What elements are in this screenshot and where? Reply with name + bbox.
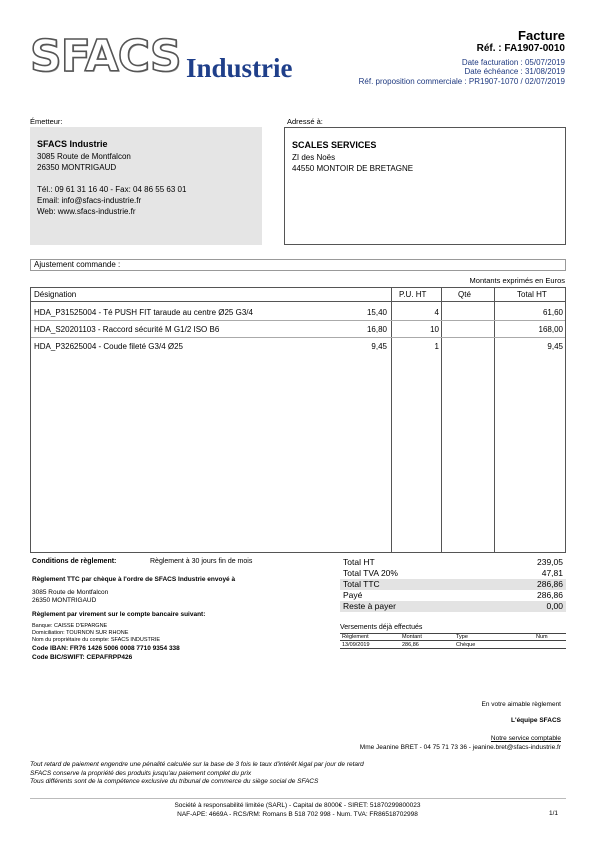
logo-sub-text: Industrie xyxy=(186,53,293,83)
accounting-contact: Mme Jeanine BRET - 04 75 71 73 36 - jeanine.bret@sfacs-industrie.fr xyxy=(359,744,561,751)
footer-line1: Société à responsabilité limitée (SARL) - Capital de 8000€ - SIRET: 51870299800023 xyxy=(174,802,421,809)
total-label: Payé xyxy=(343,590,363,600)
recipient-block xyxy=(284,127,566,245)
row-quantity: 4 xyxy=(434,308,439,317)
logo-main-text: SFACS xyxy=(30,31,181,82)
payments-table xyxy=(340,624,566,649)
row-unit-price: 16,80 xyxy=(366,325,387,334)
payment-row xyxy=(340,641,566,649)
row-quantity: 10 xyxy=(430,325,439,334)
account-owner: Nom du propriétaire du compte: SFACS INDUSTRIE xyxy=(32,637,161,643)
total-value: 286,86 xyxy=(537,579,563,589)
remaining-row xyxy=(340,601,566,612)
row-designation: HDA_P31525004 - Té PUSH FIT taraude au centre Ø25 G3/4 xyxy=(34,308,253,317)
accounting-service: Notre service comptable xyxy=(490,735,561,742)
row-designation: HDA_S20201103 - Raccord sécurité M G1/2 ISO B6 xyxy=(34,325,220,334)
transfer-instructions: Règlement par virement sur le compte bancaire suivant: xyxy=(32,611,206,618)
total-label: Total HT xyxy=(343,557,375,567)
table-header xyxy=(31,288,565,302)
proposal-reference: Réf. proposition commerciale : PR1907-1070 / 02/07/2019 xyxy=(358,77,565,86)
table-row xyxy=(31,304,565,321)
footer-line2: NAF-APE: 4669A - RCS/RM: Romans B 518 702 998 - Num. TVA: FR86518702998 xyxy=(177,811,418,818)
page-number: 1/1 xyxy=(548,810,558,817)
iban-code: Code IBAN: FR76 1426 5006 0008 7710 9354 338 xyxy=(32,645,180,652)
total-vat-row xyxy=(340,568,566,579)
emitter-web: Web: www.sfacs-industrie.fr xyxy=(37,207,136,216)
emitter-email: Email: info@sfacs-industrie.fr xyxy=(37,196,142,205)
payments-header xyxy=(340,633,566,641)
row-total: 61,60 xyxy=(542,308,563,317)
legal-note: Tous différents sont de la compétence exclusive du tribunal de commerce du siège social de SFACS xyxy=(30,778,319,785)
emitter-address1: 3085 Route de Montfalcon xyxy=(37,152,131,161)
row-unit-price: 15,40 xyxy=(366,308,387,317)
total-value: 0,00 xyxy=(546,601,563,611)
row-designation: HDA_P32625004 - Coude fileté G3/4 Ø25 xyxy=(34,342,183,351)
totals-block xyxy=(340,557,566,612)
currency-note: Montants exprimés en Euros xyxy=(469,276,565,285)
legal-note: SFACS conserve la propriété des produits jusqu'au paiement complet du prix xyxy=(30,769,252,777)
team-signature: L'équipe SFACS xyxy=(511,717,561,724)
payment-type: Chèque xyxy=(456,642,476,648)
emitter-phone: Tél.: 09 61 31 16 40 - Fax: 04 86 55 63 01 xyxy=(37,185,187,194)
total-value: 286,86 xyxy=(537,590,563,600)
total-value: 239,05 xyxy=(537,557,563,567)
total-label: Total TVA 20% xyxy=(343,568,398,578)
invoice-date: Date facturation : 05/07/2019 xyxy=(461,58,565,67)
col-designation: Désignation xyxy=(34,290,77,299)
bic-code: Code BIC/SWIFT: CEPAFRPP426 xyxy=(32,654,133,661)
table-row xyxy=(31,338,565,355)
recipient-address2: 44550 MONTOIR DE BRETAGNE xyxy=(292,164,414,173)
row-unit-price: 9,45 xyxy=(371,342,387,351)
recipient-label: Adressé à: xyxy=(287,117,323,126)
payment-terms-value: Règlement à 30 jours fin de mois xyxy=(150,558,253,565)
col-unit-price: P.U. HT xyxy=(399,290,427,299)
payment-date: 13/09/2019 xyxy=(342,642,370,648)
order-adjustment: Ajustement commande : xyxy=(30,259,566,271)
payment-amount: 286,86 xyxy=(402,642,419,648)
recipient-name: SCALES SERVICES xyxy=(292,140,377,150)
total-ttc-row xyxy=(340,579,566,590)
legal-notes xyxy=(30,761,364,787)
cheque-address2: 26350 MONTRIGAUD xyxy=(32,597,97,604)
recipient-address1: ZI des Noës xyxy=(292,153,336,162)
payments-col-date: Règlement xyxy=(342,634,369,640)
invoice-reference: Réf. : FA1907-0010 xyxy=(476,43,565,54)
payment-terms-label: Conditions de règlement: xyxy=(32,558,117,565)
footer-divider xyxy=(30,798,566,799)
row-total: 9,45 xyxy=(547,342,563,351)
footer xyxy=(0,801,595,819)
company-logo xyxy=(30,32,320,88)
payments-col-num: Num xyxy=(536,634,548,640)
emitter-block xyxy=(30,127,262,245)
cheque-address1: 3085 Route de Montfalcon xyxy=(32,589,109,596)
bank-domiciliation: Domiciliation: TOURNON SUR RHONE xyxy=(32,630,129,636)
payments-title: Versements déjà effectués xyxy=(340,624,423,631)
row-quantity: 1 xyxy=(434,342,439,351)
bank-name: Banque: CAISSE D'EPARGNE xyxy=(32,623,108,629)
closing-greeting: En votre aimable règlement xyxy=(481,701,561,708)
emitter-name: SFACS Industrie xyxy=(37,139,108,149)
table-row xyxy=(31,321,565,338)
legal-note: Tout retard de paiement engendre une pénalité calculée sur la base de 3 fois le taux d'intérêt légal par jour de retard xyxy=(30,761,364,768)
payments-col-amount: Montant xyxy=(402,634,422,640)
items-table xyxy=(30,287,566,553)
due-date: Date échéance : 31/08/2019 xyxy=(464,67,565,76)
paid-row xyxy=(340,590,566,601)
row-total: 168,00 xyxy=(538,325,563,334)
col-total: Total HT xyxy=(517,290,547,299)
total-value: 47,81 xyxy=(541,568,563,578)
total-label: Total TTC xyxy=(343,579,380,589)
emitter-label: Émetteur: xyxy=(30,117,63,126)
cheque-instructions: Règlement TTC par chèque à l'ordre de SFACS Industrie envoyé à xyxy=(32,576,236,583)
emitter-address2: 26350 MONTRIGAUD xyxy=(37,163,117,172)
document-title: Facture xyxy=(518,28,565,43)
total-label: Reste à payer xyxy=(343,601,396,611)
col-quantity: Qté xyxy=(458,290,471,299)
total-ht-row xyxy=(340,557,566,568)
payments-col-type: Type xyxy=(456,634,468,640)
